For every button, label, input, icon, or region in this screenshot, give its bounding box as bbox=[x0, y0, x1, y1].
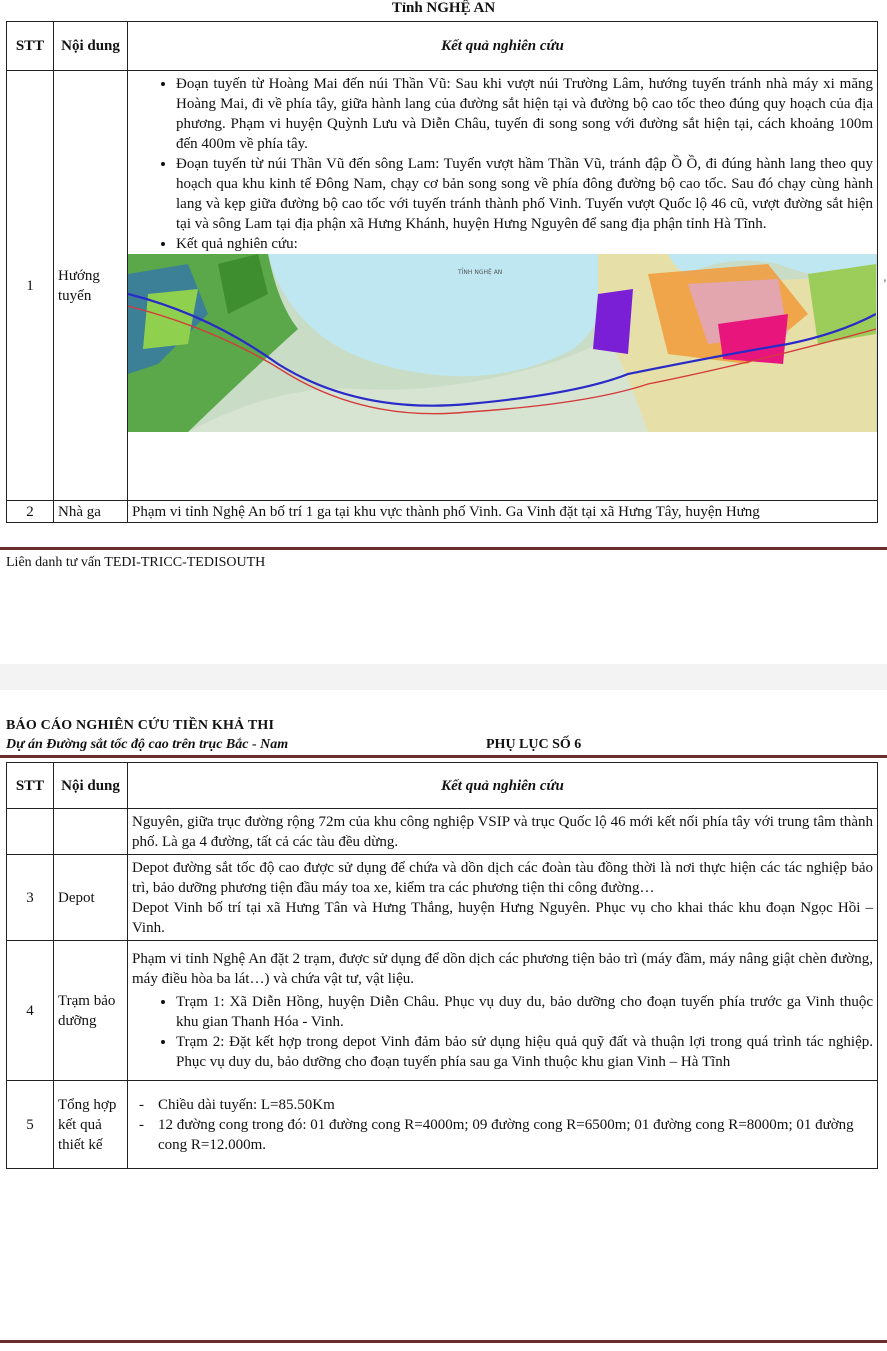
header-noi-dung: Nội dung bbox=[54, 22, 128, 71]
route-bullet-3: • Kết quả nghiên cứu: bbox=[176, 234, 873, 254]
row4-content: Trạm bảo dưỡng bbox=[54, 941, 128, 1081]
header-ket-qua: Kết quả nghiên cứu bbox=[128, 22, 878, 71]
row3-result bbox=[128, 855, 878, 941]
header-noi-dung: Nội dung bbox=[54, 763, 128, 809]
route-table-page2 bbox=[6, 762, 878, 1169]
route-bullet-1: • Đoạn tuyến từ Hoàng Mai đến núi Thần Vũ: Sau khi vượt núi Trường Lâm, hướng tuyến tránh nhà máy xi măng Hoàng Mai, đi về phía tây, giữa hành lang của đường sắt hiện tại và đường bộ cao tốc theo đúng quy hoạch của địa phương. Phạm vi huyện Quỳnh Lưu và Diễn Châu, tuyến đi song song với đường sắt hiện tại, cách khoảng 100m đến 400m về phía tây. bbox=[176, 74, 873, 154]
station-intro: Phạm vi tỉnh Nghệ An đặt 2 trạm, được sử dụng để dồn dịch các phương tiện bảo trì (máy đầm, máy nâng giật chèn đường, máy điều hòa ba lát…) và chứa vật tư, vật liệu. bbox=[132, 951, 873, 987]
table-row bbox=[7, 941, 878, 1081]
row1-content: Hướng tuyến bbox=[54, 71, 128, 501]
route-map bbox=[128, 254, 877, 432]
page-edge-tick: ' bbox=[883, 276, 886, 290]
appendix-title: PHỤ LỤC SỐ 6 bbox=[486, 737, 582, 752]
province-title: Tỉnh NGHỆ AN bbox=[391, 0, 496, 16]
table-row bbox=[7, 71, 878, 501]
depot-para-1: Depot đường sắt tốc độ cao được sử dụng để chứa và dồn dịch các đoàn tàu đồng thời là nơi thực hiện các tác nghiệp bảo trì, bảo dưỡng phương tiện đầu máy toa xe, kiểm tra các phương tiện thi công đường… bbox=[132, 859, 873, 896]
header-rule bbox=[0, 755, 887, 758]
row5-stt: 5 bbox=[7, 1081, 54, 1169]
report-title: BÁO CÁO NGHIÊN CỨU TIỀN KHẢ THI bbox=[6, 718, 275, 733]
design-item-1: - Chiều dài tuyến: L=85.50Km bbox=[158, 1095, 873, 1115]
footer-text: Liên danh tư vấn TEDI-TRICC-TEDISOUTH bbox=[6, 555, 266, 570]
row3-stt: 3 bbox=[7, 855, 54, 941]
design-item-2: - 12 đường cong trong đó: 01 đường cong R=4000m; 09 đường cong R=6500m; 01 đường cong R=8000m; 01 đường cong R=12.000m. bbox=[158, 1115, 873, 1155]
table-row bbox=[7, 501, 878, 523]
row2-result: Phạm vi tỉnh Nghệ An bố trí 1 ga tại khu vực thành phố Vinh. Ga Vinh đặt tại xã Hưng Tây, huyện Hưng bbox=[128, 501, 878, 523]
row-cont-stt bbox=[7, 809, 54, 855]
row1-stt: 1 bbox=[7, 71, 54, 501]
table-header-row bbox=[7, 763, 878, 809]
row-cont-result: Nguyên, giữa trục đường rộng 72m của khu công nghiệp VSIP và trục Quốc lộ 46 mới kết nối phía tây với trung tâm thành phố. Là ga 4 đường, tất cả các tàu đều dừng. bbox=[128, 809, 878, 855]
map-label: TỈNH NGHỆ AN bbox=[458, 269, 503, 276]
row-cont-content bbox=[54, 809, 128, 855]
row2-content: Nhà ga bbox=[54, 501, 128, 523]
route-table-page1 bbox=[6, 21, 878, 523]
row2-stt: 2 bbox=[7, 501, 54, 523]
footer-rule bbox=[0, 547, 887, 550]
station-bullet-list bbox=[132, 992, 873, 1072]
route-bullet-list bbox=[132, 74, 873, 254]
station-bullet-2: • Trạm 2: Đặt kết hợp trong depot Vinh đảm bảo sử dụng hiệu quả quỹ đất và thuận lợi trong quá trình tác nghiệp. Phục vụ duy du, bảo dưỡng cho đoạn tuyến phía sau ga Vinh thuộc khu gian Vinh – Hà Tĩnh bbox=[176, 1032, 873, 1072]
project-title: Dự án Đường sắt tốc độ cao trên trục Bắc - Nam bbox=[6, 737, 289, 752]
design-summary-list bbox=[132, 1095, 873, 1155]
purple-zone bbox=[593, 289, 633, 354]
row4-result bbox=[128, 941, 878, 1081]
row3-content: Depot bbox=[54, 855, 128, 941]
row1-result bbox=[128, 71, 878, 501]
station-bullet-1: • Trạm 1: Xã Diễn Hồng, huyện Diễn Châu. Phục vụ duy du, bảo dưỡng cho đoạn tuyến phía trước ga Vinh thuộc khu gian Thanh Hóa - Vinh. bbox=[176, 992, 873, 1032]
header-stt: STT bbox=[7, 763, 54, 809]
page-gap bbox=[0, 664, 887, 690]
route-map-image bbox=[128, 254, 876, 432]
depot-para-2: Depot Vinh bố trí tại xã Hưng Tân và Hưng Thắng, huyện Hưng Nguyên. Phục vụ cho khai thác khu đoạn Ngọc Hồi – Vinh. bbox=[132, 899, 873, 936]
table-row bbox=[7, 1081, 878, 1169]
table-row bbox=[7, 809, 878, 855]
header-stt: STT bbox=[7, 22, 54, 71]
row4-stt: 4 bbox=[7, 941, 54, 1081]
header-ket-qua: Kết quả nghiên cứu bbox=[128, 763, 878, 809]
footer-rule-page2 bbox=[0, 1340, 887, 1343]
row5-content: Tổng hợp kết quả thiết kế bbox=[54, 1081, 128, 1169]
row5-result bbox=[128, 1081, 878, 1169]
table-row bbox=[7, 855, 878, 941]
route-bullet-2: • Đoạn tuyến từ núi Thần Vũ đến sông Lam: Tuyến vượt hầm Thần Vũ, tránh đập Ồ Ồ, đi đúng hành lang theo quy hoạch qua khu kinh tế Đông Nam, chạy cơ bản song song về phía đông đường bộ cao tốc. Sau đó chạy cùng hành lang và kẹp giữa đường bộ cao tốc với tuyến tránh thành phố Vinh. Tuyến vượt Quốc lộ 46 cũ, vượt đường sắt hiện tại và sông Lam tại địa phận xã Hưng Khánh, huyện Hưng Nguyên để sang địa phận tỉnh Hà Tĩnh. bbox=[176, 154, 873, 234]
table-header-row bbox=[7, 22, 878, 71]
